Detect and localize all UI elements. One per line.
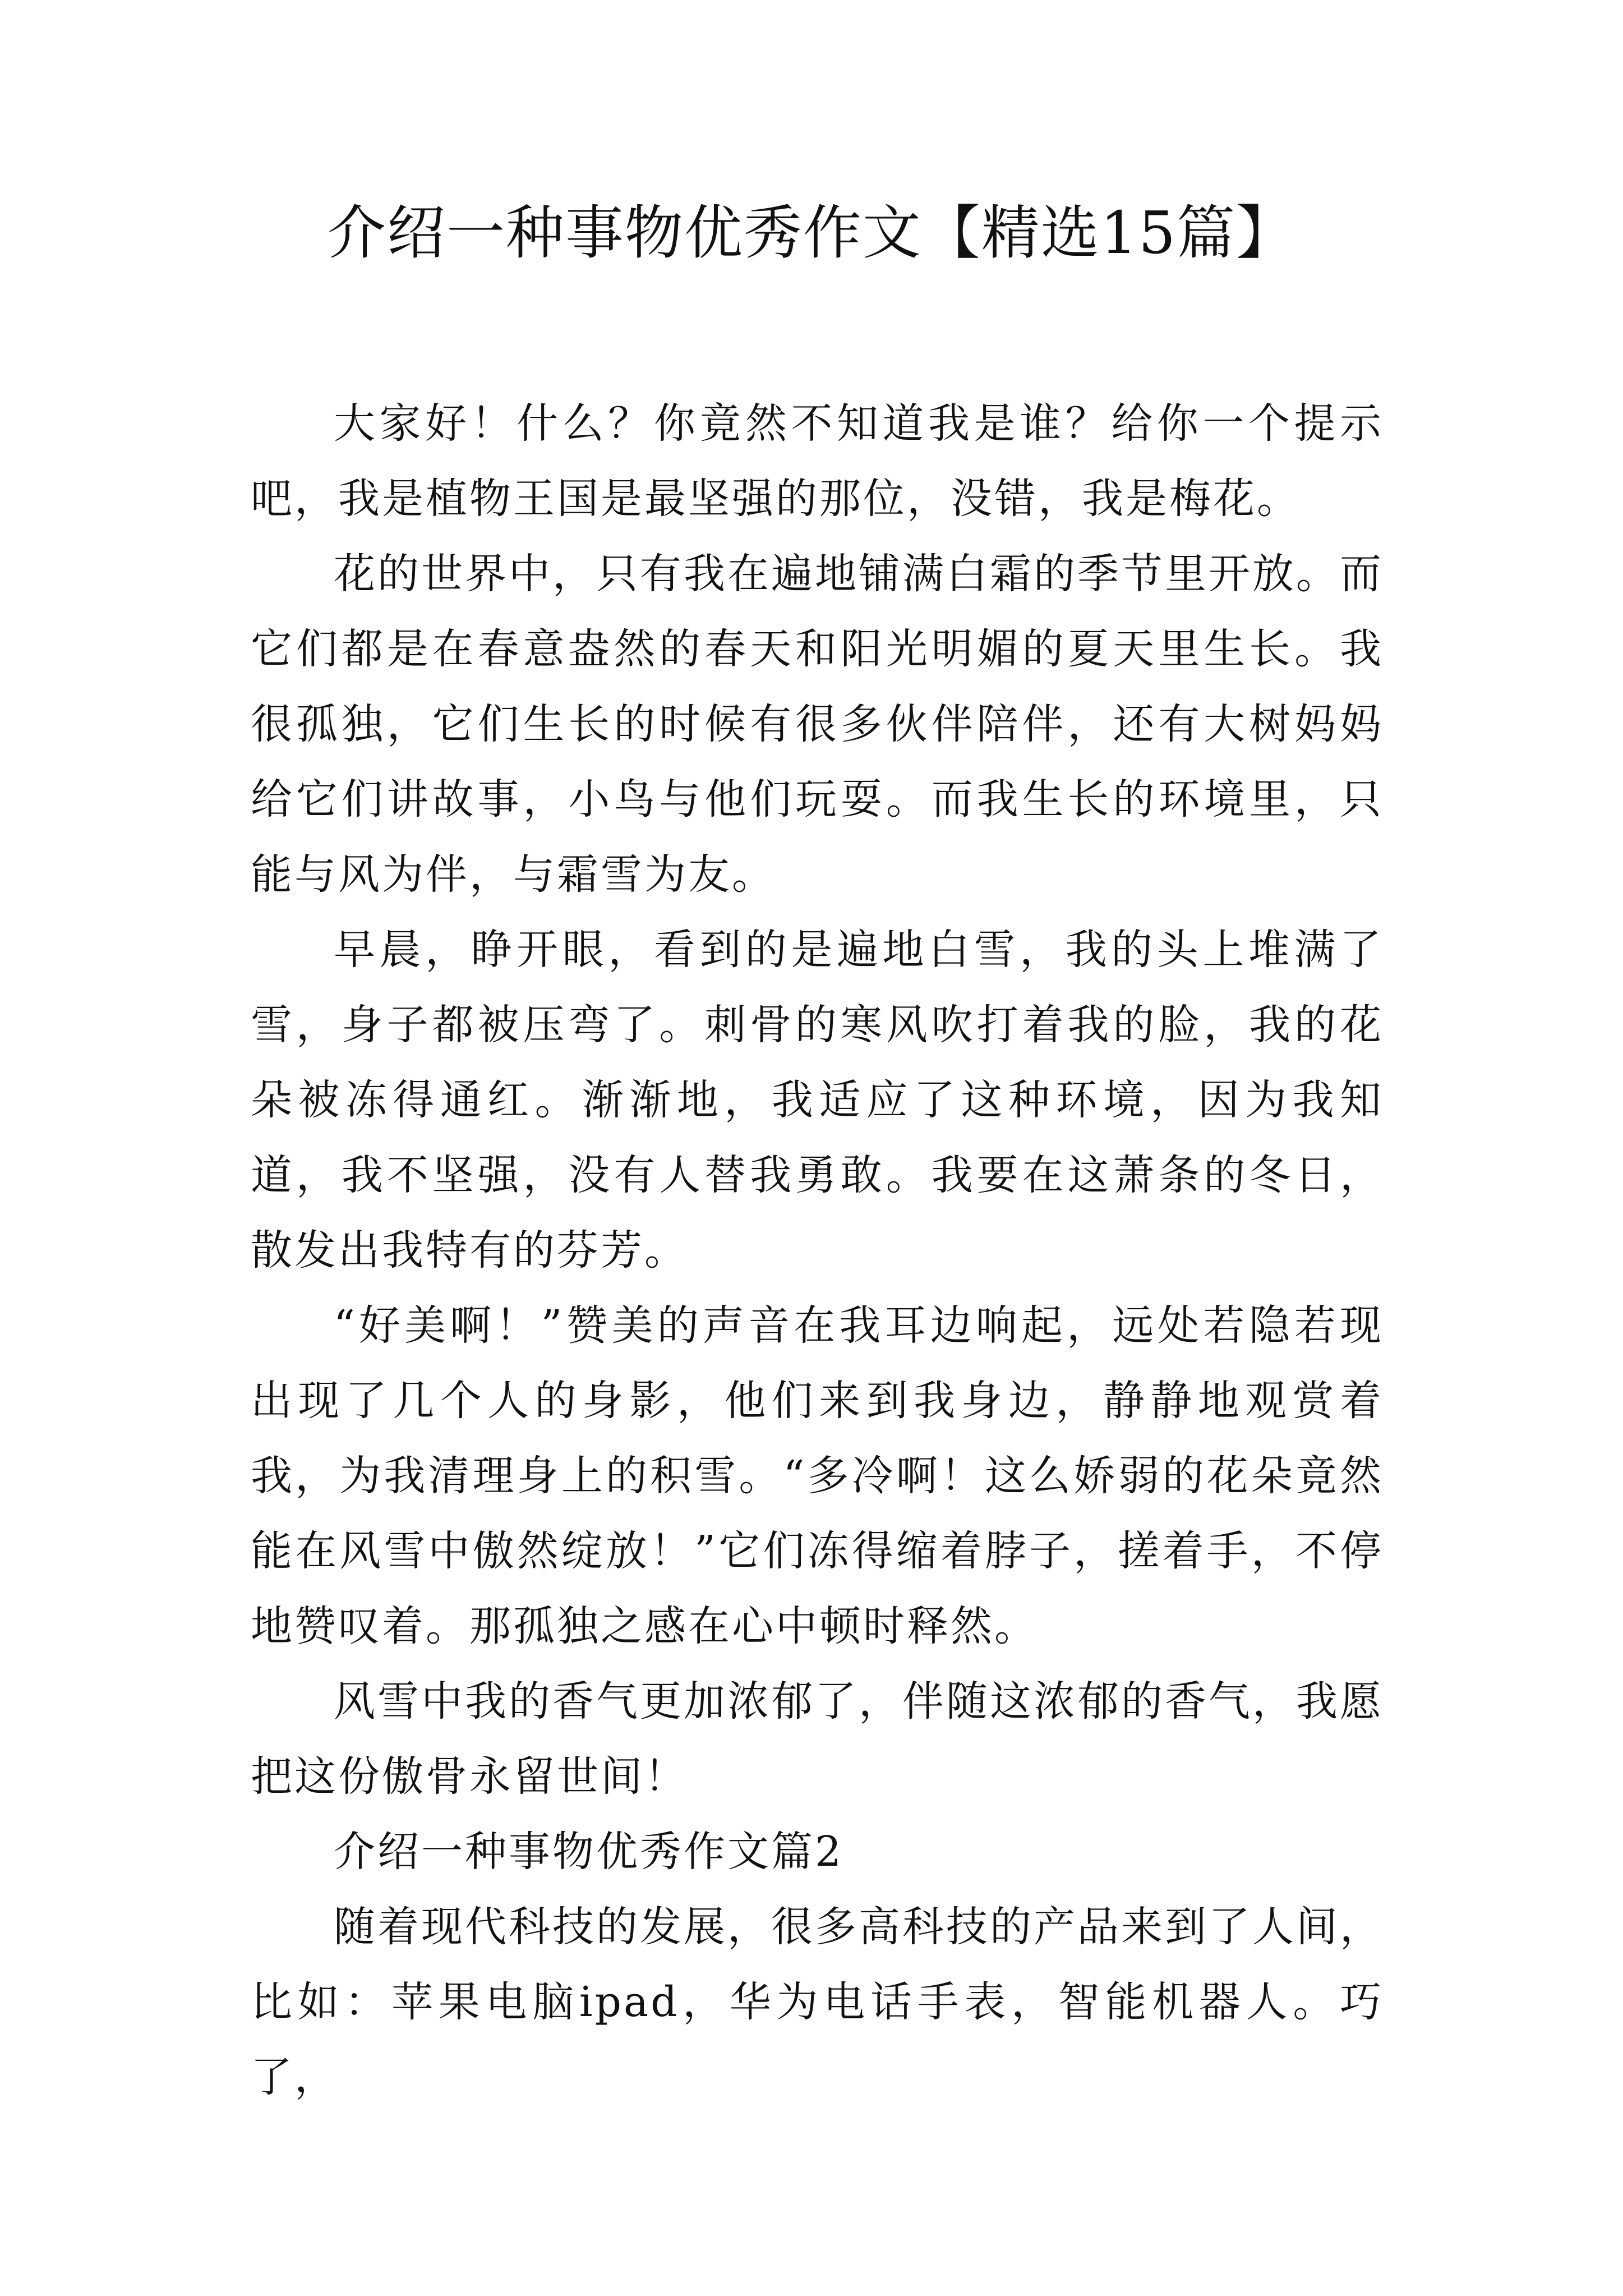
paragraph: 风雪中我的香气更加浓郁了，伴随这浓郁的香气，我愿把这份傲骨永留世间！	[251, 1677, 1384, 1801]
paragraph: 早晨，睁开眼，看到的是遍地白雪，我的头上堆满了雪，身子都被压弯了。刺骨的寒风吹打着我的脸，我的花朵被冻得通红。渐渐地，我适应了这种环境，因为我知道，我不坚强，没有人替我勇敢。我要在这萧条的冬日，散发出我特有的芬芳。	[251, 926, 1384, 1274]
paragraph: 花的世界中，只有我在遍地铺满白霜的季节里开放。而它们都是在春意盎然的春天和阳光明媚的夏天里生长。我很孤独，它们生长的时候有很多伙伴陪伴，还有大树妈妈给它们讲故事，小鸟与他们玩耍。而我生长的环境里，只能与风为伴，与霜雪为友。	[251, 550, 1384, 899]
paragraph: 大家好！什么？你竟然不知道我是谁？给你一个提示吧，我是植物王国是最坚强的那位，没错，我是梅花。	[251, 399, 1384, 523]
section-heading: 介绍一种事物优秀作文篇2	[334, 1828, 844, 1876]
paragraph: 随着现代科技的发展，很多高科技的产品来到了人间，比如：苹果电脑ipad，华为电话手表，智能机器人。巧了，	[251, 1903, 1384, 2101]
document-title: 介绍一种事物优秀作文【精选15篇】	[327, 199, 1296, 267]
document-body	[251, 386, 1384, 2115]
paragraph: “好美啊！”赞美的声音在我耳边响起，远处若隐若现出现了几个人的身影，他们来到我身边，静静地观赏着我，为我清理身上的积雪。“多冷啊！这么娇弱的花朵竟然能在风雪中傲然绽放！”它们冻得缩着脖子，搓着手，不停地赞叹着。那孤独之感在心中顿时释然。	[251, 1301, 1384, 1650]
